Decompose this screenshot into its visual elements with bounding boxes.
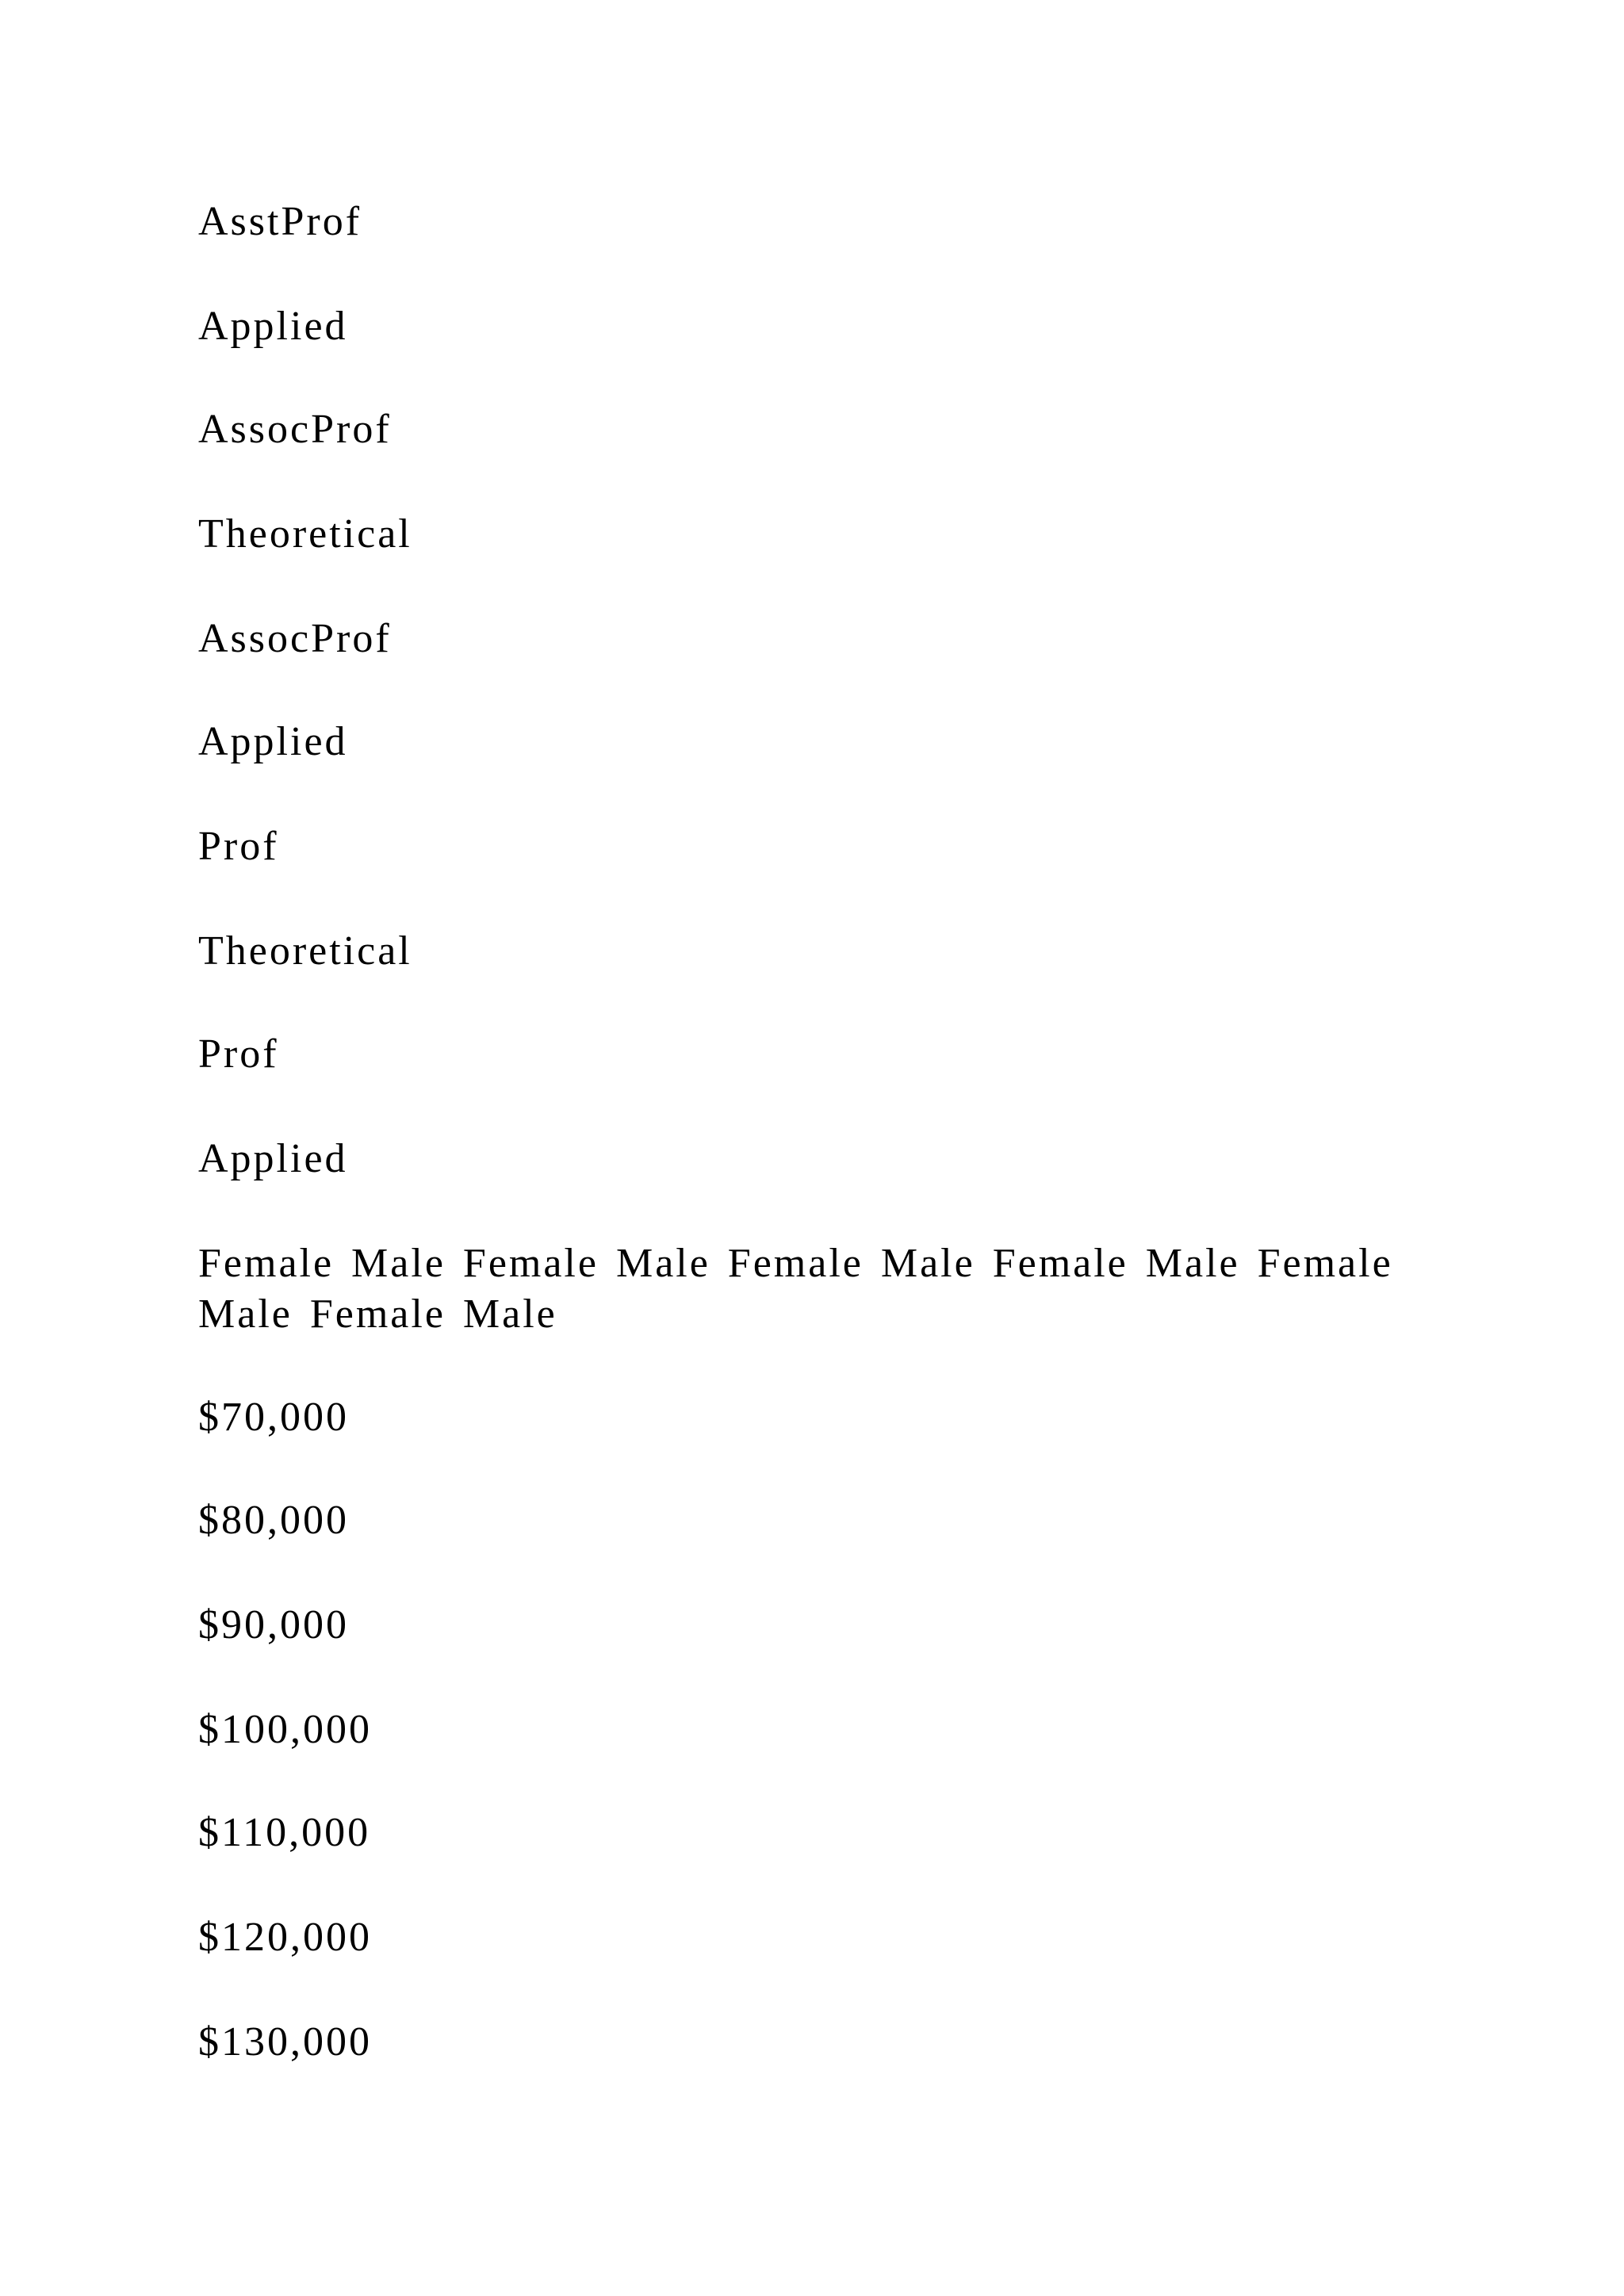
text-line: $120,000 bbox=[198, 1915, 372, 1960]
text-line: Theoretical bbox=[198, 511, 412, 557]
text-line: Prof bbox=[198, 824, 279, 869]
text-line: $90,000 bbox=[198, 1602, 349, 1647]
text-line: AssocProf bbox=[198, 407, 392, 452]
text-line: Applied bbox=[198, 1136, 348, 1181]
text-line: Applied bbox=[198, 304, 348, 349]
text-line: $80,000 bbox=[198, 1498, 349, 1543]
text-line: $130,000 bbox=[198, 2019, 372, 2064]
text-line: Applied bbox=[198, 719, 348, 764]
text-line: $100,000 bbox=[198, 1707, 372, 1752]
text-line: AssocProf bbox=[198, 616, 392, 661]
text-line: Theoretical bbox=[198, 928, 412, 974]
text-line: AsstProf bbox=[198, 199, 362, 244]
text-line: $70,000 bbox=[198, 1395, 349, 1440]
text-line: Prof bbox=[198, 1031, 279, 1077]
text-line: Female Male Female Male Female Male Female Male Female Male Female Male bbox=[198, 1241, 1393, 1337]
text-line: $110,000 bbox=[198, 1810, 371, 1855]
